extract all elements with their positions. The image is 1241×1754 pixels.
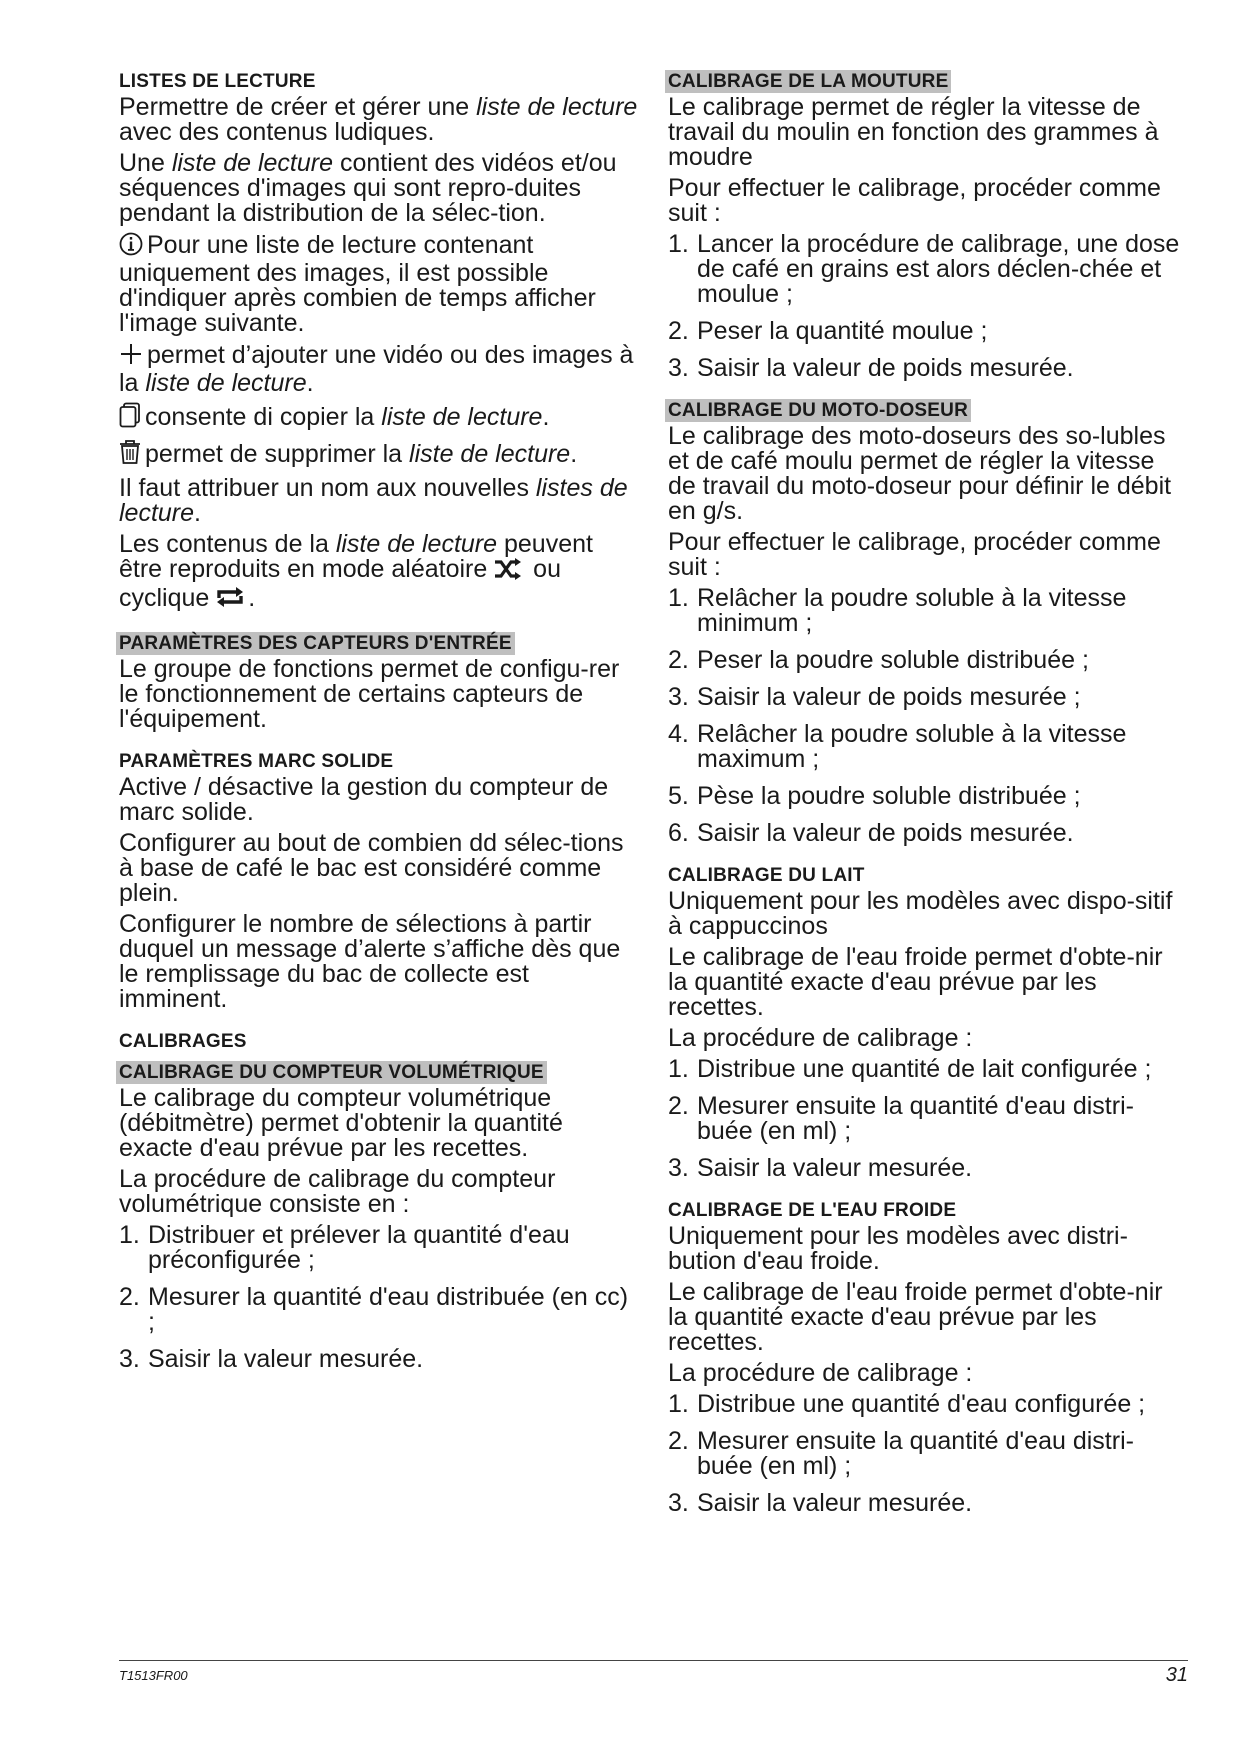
heading-calibrages: CALIBRAGES — [119, 1031, 247, 1052]
list-item: 6. Saisir la valeur de poids mesurée. — [668, 819, 1074, 847]
mouture-steps — [668, 232, 1188, 381]
section-volumetrique — [119, 1061, 639, 1372]
heading-volumetrique: CALIBRAGE DU COMPTEUR VOLUMÉTRIQUE — [116, 1061, 547, 1084]
list-item: 2. Peser la quantité moulue ; — [668, 317, 988, 345]
left-column — [119, 70, 639, 1390]
section-mouture — [668, 70, 1188, 381]
heading-lait: CALIBRAGE DU LAIT — [668, 865, 865, 886]
right-column — [668, 70, 1188, 1534]
footer-divider — [119, 1660, 1188, 1661]
para: La procédure de calibrage : — [668, 1024, 973, 1052]
para: Uniquement pour les modèles avec dispo-sitif à cappuccinos — [668, 887, 1173, 940]
list-item: 1. Lancer la procédure de calibrage, une dose de café en grains est alors déclen-chée et moulue ; — [668, 230, 1180, 308]
para: Configurer le nombre de sélections à partir duquel un message d’alerte s’affiche dès que le remplissage du bac de collecte est imminent. — [119, 910, 621, 1013]
list-item: 3. Saisir la valeur de poids mesurée ; — [668, 683, 1081, 711]
page-number: 31 — [1165, 1664, 1188, 1686]
section-moto-doseur — [668, 399, 1188, 846]
para: Uniquement pour les modèles avec distri-bution d'eau froide. — [668, 1222, 1128, 1275]
moto-doseur-steps — [668, 586, 1188, 846]
para: Le calibrage permet de régler la vitesse de travail du moulin en fonction des grammes à moudre — [668, 93, 1159, 171]
heading-eau-froide: CALIBRAGE DE L'EAU FROIDE — [668, 1200, 957, 1221]
heading-mouture: CALIBRAGE DE LA MOUTURE — [665, 70, 951, 93]
list-item: 3. Saisir la valeur de poids mesurée. — [668, 354, 1074, 382]
para: Permettre de créer et gérer une liste de lecture avec des contenus ludiques. — [119, 93, 638, 146]
para: Le calibrage de l'eau froide permet d'obte-nir la quantité exacte d'eau prévue par les recettes. — [668, 1278, 1163, 1356]
list-item: 2. Mesurer ensuite la quantité d'eau distri-buée (en ml) ; — [668, 1092, 1134, 1145]
plus-icon — [119, 342, 143, 371]
para: Pour effectuer le calibrage, procéder comme suit : — [668, 528, 1161, 581]
heading-listes: LISTES DE LECTURE — [119, 71, 316, 92]
document-code: T1513FR00 — [119, 1668, 188, 1683]
repeat-icon — [216, 585, 244, 614]
list-item: 5. Pèse la poudre soluble distribuée ; — [668, 782, 1081, 810]
list-item: 1. Distribuer et prélever la quantité d'eau préconfigurée ; — [119, 1221, 570, 1274]
para: Le calibrage du compteur volumétrique (débitmètre) permet d'obtenir la quantité exacte d'eau prévue par les recettes. — [119, 1084, 563, 1162]
para: Une liste de lecture contient des vidéos et/ou séquences d'images qui sont repro-duites pendant la distribution de la sélec-tion. — [119, 149, 617, 227]
lait-steps — [668, 1057, 1188, 1181]
para: Configurer au bout de combien dd sélec-tions à base de café le bac est considéré comme plein. — [119, 829, 624, 907]
section-calibrages — [119, 1030, 639, 1053]
list-item: 1. Relâcher la poudre soluble à la vitesse minimum ; — [668, 584, 1127, 637]
list-item: 3. Saisir la valeur mesurée. — [668, 1154, 973, 1182]
section-eau-froide — [668, 1199, 1188, 1516]
section-capteurs — [119, 632, 639, 732]
list-item: 2. Peser la poudre soluble distribuée ; — [668, 646, 1089, 674]
section-marc-solide — [119, 750, 639, 1012]
para: Active / désactive la gestion du compteur de marc solide. — [119, 773, 609, 826]
list-item: 3. Saisir la valeur mesurée. — [119, 1345, 424, 1373]
heading-moto-doseur: CALIBRAGE DU MOTO-DOSEUR — [665, 399, 971, 422]
para: Le calibrage de l'eau froide permet d'obte-nir la quantité exacte d'eau prévue par les recettes. — [668, 943, 1163, 1021]
para: permet de supprimer la liste de lecture. — [119, 439, 639, 470]
para: Pour effectuer le calibrage, procéder comme suit : — [668, 174, 1161, 227]
para: Pour une liste de lecture contenant uniquement des images, il est possible d'indiquer après combien de temps afficher l'image suivante. — [119, 231, 596, 337]
list-item: 2. Mesurer la quantité d'eau distribuée (en cc) ; — [119, 1283, 629, 1336]
list-item: 3. Saisir la valeur mesurée. — [668, 1489, 973, 1517]
trash-icon — [119, 439, 141, 470]
para: Le groupe de fonctions permet de configu-rer le fonctionnement de certains capteurs de l'équipement. — [119, 655, 620, 733]
para: permet d’ajouter une vidéo ou des images à la liste de lecture. — [119, 341, 634, 397]
para: Il faut attribuer un nom aux nouvelles listes de lecture. — [119, 474, 628, 527]
list-item: 1. Distribue une quantité de lait configurée ; — [668, 1055, 1152, 1083]
eau-froide-steps — [668, 1392, 1188, 1516]
list-item: 1. Distribue une quantité d'eau configurée ; — [668, 1390, 1146, 1418]
para: La procédure de calibrage : — [668, 1359, 973, 1387]
info-icon — [119, 232, 143, 261]
heading-marc: PARAMÈTRES MARC SOLIDE — [119, 751, 394, 772]
section-lait — [668, 864, 1188, 1181]
copy-icon — [119, 402, 141, 433]
list-item: 4. Relâcher la poudre soluble à la vitesse maximum ; — [668, 720, 1127, 773]
para: Le calibrage des moto-doseurs des so-lubles et de café moulu permet de régler la vitesse de travail du moto-doseur pour définir le débit en g/s. — [668, 422, 1172, 525]
para: consente di copier la liste de lecture. — [119, 402, 639, 433]
shuffle-icon — [494, 558, 522, 585]
volumetrique-steps — [119, 1223, 639, 1372]
list-item: 2. Mesurer ensuite la quantité d'eau distri-buée (en ml) ; — [668, 1427, 1134, 1480]
section-listes-de-lecture — [119, 70, 639, 614]
para: Les contenus de la liste de lecture peuvent être reproduits en mode aléatoire ou cyclique . — [119, 530, 593, 612]
heading-capteurs: PARAMÈTRES DES CAPTEURS D'ENTRÉE — [116, 632, 515, 655]
para: La procédure de calibrage du compteur volumétrique consiste en : — [119, 1165, 556, 1218]
